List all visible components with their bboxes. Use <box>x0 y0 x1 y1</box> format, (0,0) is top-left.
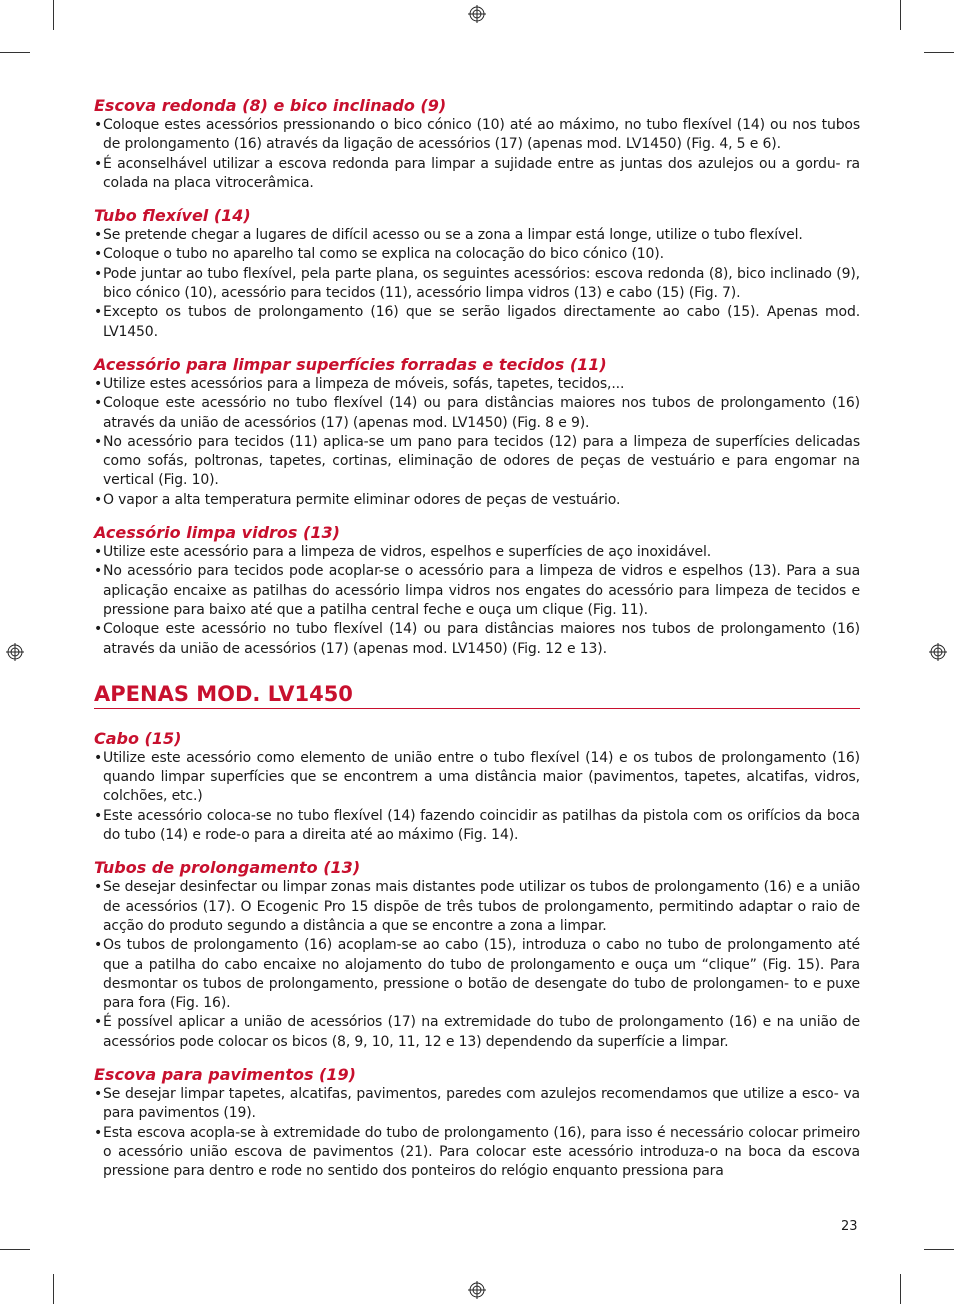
crop-mark <box>900 0 901 30</box>
crop-mark <box>924 1249 954 1250</box>
registration-mark-icon <box>6 643 24 661</box>
page-number: 23 <box>841 1219 858 1234</box>
registration-mark-icon <box>468 5 486 23</box>
bullet-list <box>94 749 860 845</box>
crop-mark <box>900 1274 901 1304</box>
list-item: • Se desejar limpar tapetes, alcatifas, pavimentos, paredes com azulejos recomendamos que utilize a esco- va para pavimentos (19). <box>94 1085 860 1124</box>
list-item: • Este acessório coloca-se no tubo flexível (14) fazendo coincidir as patilhas da pistola com os orifícios da boca do tubo (14) e rode-o para a direita até ao máximo (Fig. 14). <box>94 807 860 846</box>
registration-mark-icon <box>468 1281 486 1299</box>
section-title: Escova para pavimentos (19) <box>94 1064 356 1084</box>
section-title: Acessório para limpar superfícies forradas e tecidos (11) <box>94 354 607 374</box>
list-item: • Utilize este acessório para a limpeza de vidros, espelhos e superfícies de aço inoxidável. <box>94 543 860 562</box>
section-title: Cabo (15) <box>94 728 182 748</box>
list-item: • Utilize estes acessórios para a limpeza de móveis, sofás, tapetes, tecidos,... <box>94 375 860 394</box>
bullet-list <box>94 543 860 659</box>
bullet-list <box>94 226 860 342</box>
registration-mark-icon <box>929 643 947 661</box>
main-heading: APENAS MOD. LV1450 <box>94 681 860 709</box>
list-item: • Os tubos de prolongamento (16) acoplam-se ao cabo (15), introduza o cabo no tubo de prolongamento até que a patilha do cabo encaixe no alojamento do tubo de prolongamento e ouça um “clique” (Fig. 15). Para desmontar os tubos de prolongamento, pressione o botão de desengate do tubo de prolongamen- to e puxe para fora (Fig. 16). <box>94 936 860 1013</box>
list-item: • Coloque este acessório no tubo flexível (14) ou para distâncias maiores nos tubos de prolongamento (16) através da união de acessórios (17) (apenas mod. LV1450) (Fig. 12 e 13). <box>94 620 860 659</box>
crop-mark <box>0 1249 30 1250</box>
list-item: • Pode juntar ao tubo flexível, pela parte plana, os seguintes acessórios: escova redonda (8), bico inclinado (9), bico cónico (10), acessório para tecidos (11), acessório limpa vidros (13) e cabo (15) (Fig. 7). <box>94 265 860 304</box>
bullet-list <box>94 116 860 193</box>
list-item: • Utilize este acessório como elemento de união entre o tubo flexível (14) e os tubos de prolongamento (16) quando limpar superfícies que se encontrem a uma distância maior (pavimentos, tapetes, alcatifas, vidros, colchões, etc.) <box>94 749 860 807</box>
crop-mark <box>53 1274 54 1304</box>
list-item: • Coloque o tubo no aparelho tal como se explica na colocação do bico cónico (10). <box>94 245 860 264</box>
list-item: • Se desejar desinfectar ou limpar zonas mais distantes pode utilizar os tubos de prolongamento (16) e a união de acessórios (17). O Ecogenic Pro 15 dispõe de três tubos de prolongamento, permitindo adaptar o raio de acção do produto segundo a distância a que se encontre a zona a limpar. <box>94 878 860 936</box>
list-item: • Se pretende chegar a lugares de difícil acesso ou se a zona a limpar está longe, utilize o tubo flexível. <box>94 226 860 245</box>
list-item: • É possível aplicar a união de acessórios (17) na extremidade do tubo de prolongamento (16) e na união de acessórios pode colocar os bicos (8, 9, 10, 11, 12 e 13) dependendo da superfície a limpar. <box>94 1013 860 1052</box>
bullet-list <box>94 878 860 1052</box>
bullet-list <box>94 1085 860 1181</box>
section-title: Acessório limpa vidros (13) <box>94 523 340 543</box>
section-title: Tubo flexível (14) <box>94 206 251 226</box>
list-item: • Coloque este acessório no tubo flexível (14) ou para distâncias maiores nos tubos de prolongamento (16) através da união de acessórios (17) (apenas mod. LV1450) (Fig. 8 e 9). <box>94 394 860 433</box>
section-title: Escova redonda (8) e bico inclinado (9) <box>94 96 447 115</box>
list-item: • O vapor a alta temperatura permite eliminar odores de peças de vestuário. <box>94 491 860 510</box>
crop-mark <box>0 52 30 53</box>
list-item: • Coloque estes acessórios pressionando o bico cónico (10) até ao máximo, no tubo flexível (14) ou nos tubos de prolongamento (16) através da ligação de acessórios (17) (apenas mod. LV1450) (Fig. 4, 5 e 6). <box>94 116 860 155</box>
list-item: • No acessório para tecidos pode acoplar-se o acessório para a limpeza de vidros e espelhos (13). Para a sua aplicação encaixe as patilhas do acessório limpa vidros nos engates do acessório para limpeza de tecidos e pressione para baixo até que a patilha central feche e ouça um clique (Fig. 11). <box>94 562 860 620</box>
crop-mark <box>53 0 54 30</box>
bullet-list <box>94 375 860 510</box>
page-content <box>94 96 860 1181</box>
section-title: Tubos de prolongamento (13) <box>94 858 361 878</box>
crop-mark <box>924 52 954 53</box>
list-item: • No acessório para tecidos (11) aplica-se um pano para tecidos (12) para a limpeza de superfícies delicadas como sofás, poltronas, tapetes, cortinas, eliminação de odores de peças de vestuário e para engomar na vertical (Fig. 10). <box>94 433 860 491</box>
list-item: • Excepto os tubos de prolongamento (16) que se serão ligados directamente ao cabo (15). Apenas mod. LV1450. <box>94 303 860 342</box>
list-item: • É aconselhável utilizar a escova redonda para limpar a sujidade entre as juntas dos azulejos ou a gordu- ra colada na placa vitrocerâmica. <box>94 155 860 194</box>
list-item: • Esta escova acopla-se à extremidade do tubo de prolongamento (16), para isso é necessário colocar primeiro o acessório união escova de pavimentos (21). Para colocar este acessório introduza-o na boca da escova pressione para dentro e rode no sentido dos ponteiros do relógio enquanto pressiona para <box>94 1124 860 1182</box>
